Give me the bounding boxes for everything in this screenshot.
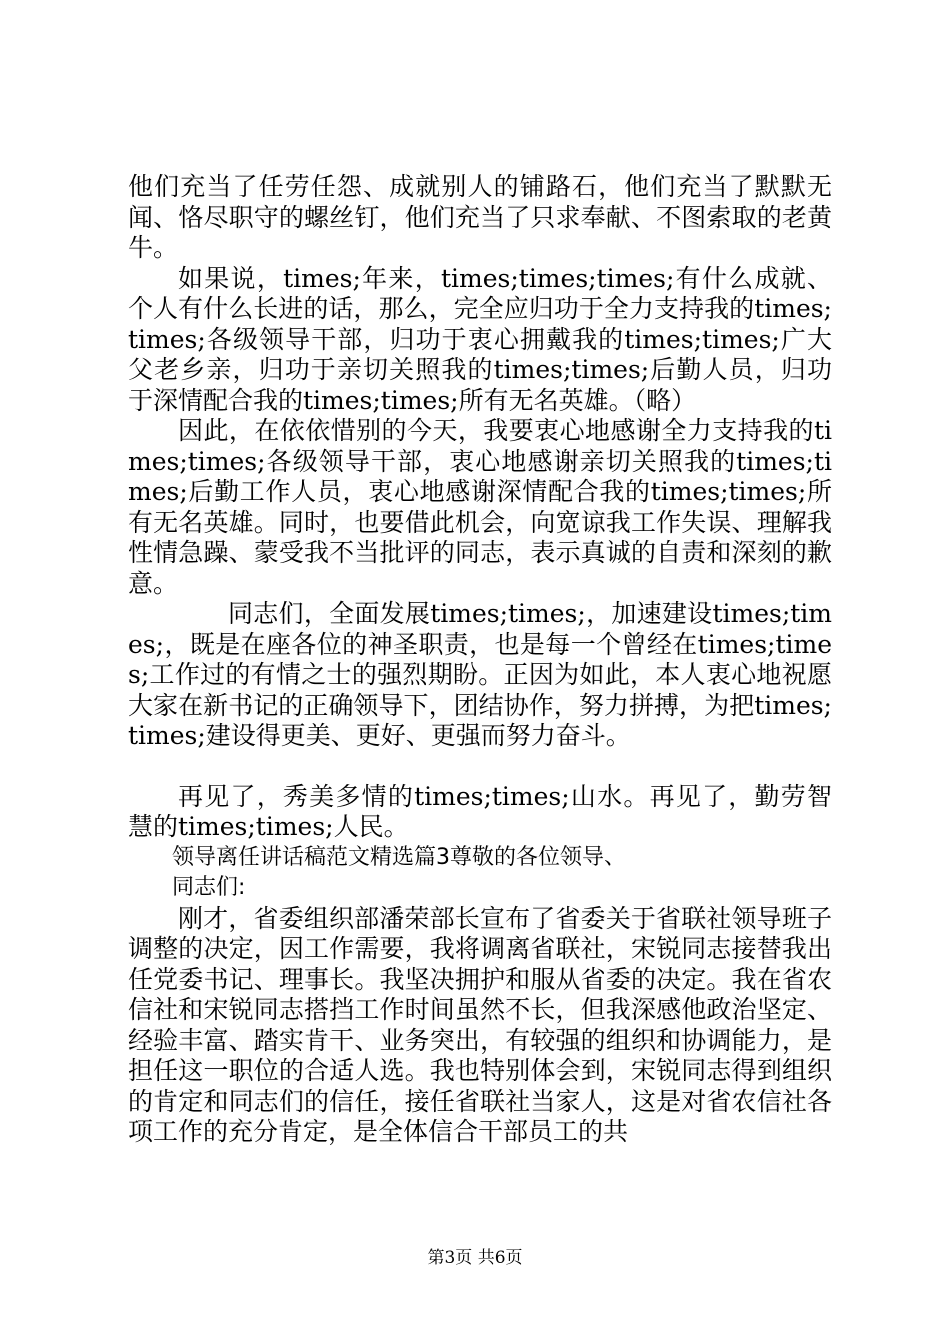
paragraph-gap — [128, 752, 832, 782]
paragraph-4: 同志们，全面发展times;times;，加速建设times;times;，既是在座各位的神圣职责，也是每一个曾经在times;times;工作过的有情之士的强烈期盼。正因为如此，本人衷心地祝愿大家在新书记的正确领导下，团结协作，努力拼搏，为把times;times;建设得更美、更好、更强而努力奋斗。 — [128, 599, 832, 750]
document-body — [128, 172, 832, 1148]
paragraph-5: 再见了，秀美多情的times;times;山水。再见了，勤劳智慧的times;times;人民。 — [128, 781, 832, 841]
paragraph-2: 如果说，times;年来，times;times;times;有什么成就、个人有什么长进的话，那么，完全应归功于全力支持我的times;times;各级领导干部，归功于衷心拥戴我的times;times;广大父老乡亲，归功于亲切关照我的times;times;后勤人员，归功于深情配合我的times;times;所有无名英雄。（略） — [128, 263, 832, 415]
paragraph-3: 因此，在依依惜别的今天，我要衷心地感谢全力支持我的times;times;各级领导干部，衷心地感谢亲切关照我的times;times;后勤工作人员，衷心地感谢深情配合我的times;times;所有无名英雄。同时，也要借此机会，向宽谅我工作失误、理解我性情急躁、蒙受我不当批评的同志，表示真诚的自责和深刻的歉意。 — [128, 416, 832, 598]
paragraph-1: 他们充当了任劳任怨、成就别人的铺路石，他们充当了默默无闻、恪尽职守的螺丝钉，他们充当了只求奉献、不图索取的老黄牛。 — [128, 172, 832, 262]
salutation: 同志们: — [172, 875, 246, 900]
page-number-footer: 第3页 共6页 — [427, 1248, 523, 1268]
section-heading: 领导离任讲话稿范文精选篇3尊敬的各位领导、 — [172, 844, 626, 870]
paragraph-6: 刚才，省委组织部潘荣部长宣布了省委关于省联社领导班子调整的决定，因工作需要，我将调离省联社，宋锐同志接替我出任党委书记、理事长。我坚决拥护和服从省委的决定。我在省农信社和宋锐同志搭挡工作时间虽然不长，但我深感他政治坚定、经验丰富、踏实肯干、业务突出，有较强的组织和协调能力，是担任这一职位的合适人选。我也特别体会到，宋锐同志得到组织的肯定和同志们的信任，接任省联社当家人，这是对省农信社各项工作的充分肯定，是全体信合干部员工的共 — [128, 903, 832, 1146]
